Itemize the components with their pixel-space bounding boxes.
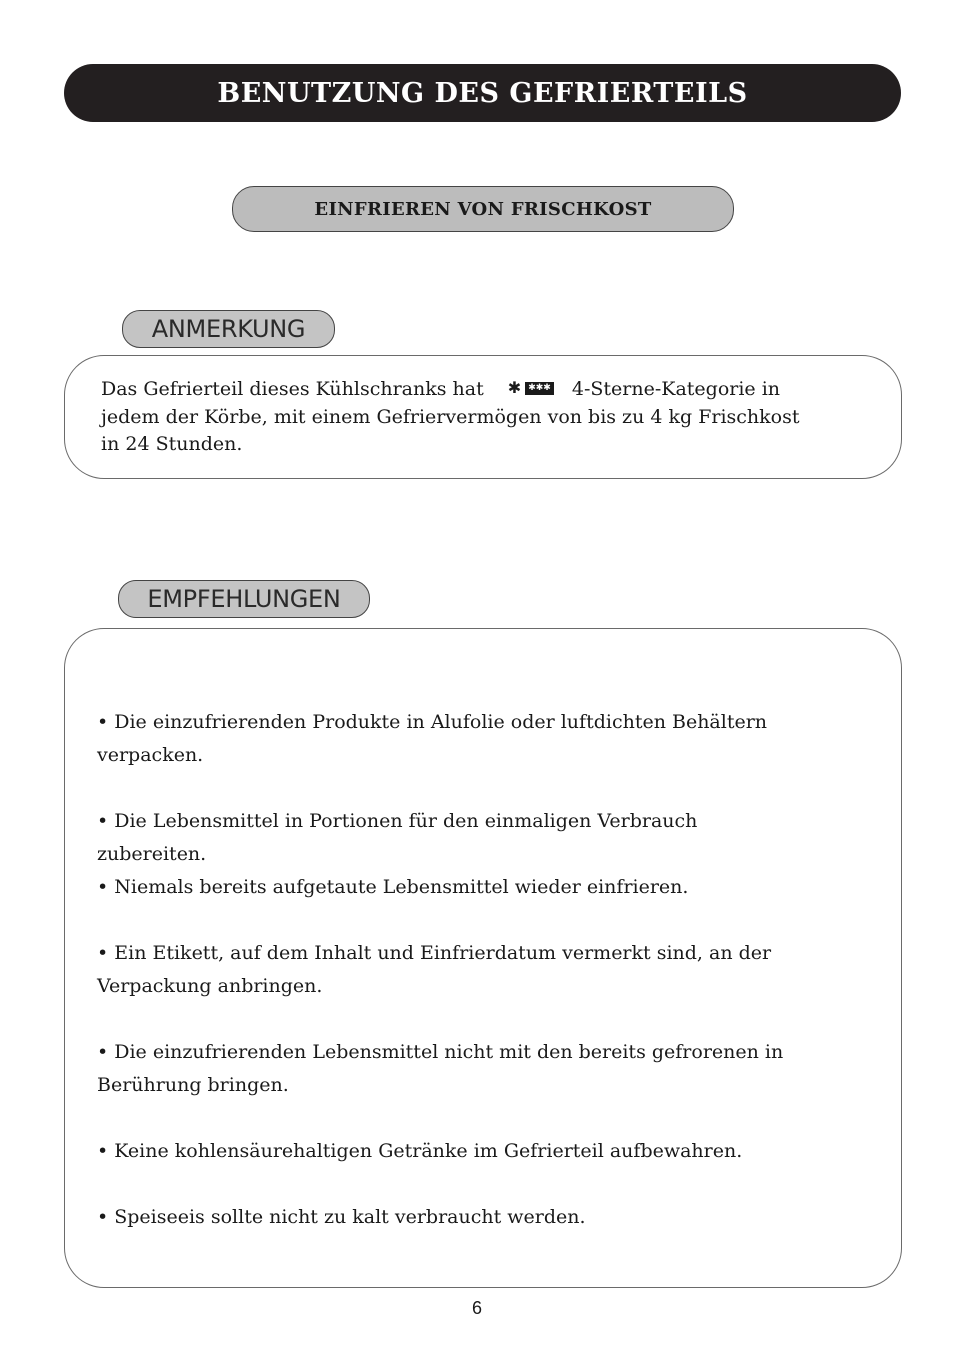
- recommendations-label: EMPFEHLUNGEN: [147, 585, 341, 613]
- list-item-continuation: Verpackung anbringen.: [97, 975, 323, 997]
- recommendations-label-pill: [118, 580, 370, 618]
- three-star-box-icon: ✱✱✱: [525, 382, 554, 395]
- note-line-1-end: 4-Sterne-Kategorie in: [571, 378, 781, 400]
- list-item: • Ein Etikett, auf dem Inhalt und Einfrierdatum vermerkt sind, an der: [97, 942, 772, 964]
- list-item: • Die einzufrierenden Lebensmittel nicht mit den bereits gefrorenen in: [97, 1041, 784, 1063]
- list-item-continuation: zubereiten.: [97, 843, 207, 865]
- note-text: [101, 376, 881, 459]
- note-label: ANMERKUNG: [151, 315, 306, 343]
- list-item-continuation: Berührung bringen.: [97, 1074, 289, 1096]
- section-subtitle-pill: [232, 186, 734, 232]
- section-subtitle: EINFRIEREN VON FRISCHKOST: [314, 198, 652, 220]
- freezer-star-icon: ✱: [507, 378, 522, 397]
- list-item: • Niemals bereits aufgetaute Lebensmittel wieder einfrieren.: [97, 876, 689, 898]
- list-spacer: [97, 1168, 887, 1201]
- list-item: • Speiseeis sollte nicht zu kalt verbraucht werden.: [97, 1206, 586, 1228]
- four-star-rating-icon: [508, 380, 554, 396]
- note-line-3: in 24 Stunden.: [101, 433, 243, 455]
- recommendations-list: [97, 706, 887, 1234]
- page-title: BENUTZUNG DES GEFRIERTEILS: [217, 77, 748, 109]
- note-line-2: jedem der Körbe, mit einem Gefriervermögen von bis zu 4 kg Frischkost: [101, 405, 800, 428]
- list-spacer: [97, 904, 887, 937]
- page-number: 6: [471, 1298, 482, 1318]
- note-label-pill: [122, 310, 335, 348]
- list-item: • Keine kohlensäurehaltigen Getränke im Gefrierteil aufbewahren.: [97, 1140, 743, 1162]
- list-spacer: [97, 1102, 887, 1135]
- list-item: • Die einzufrierenden Produkte in Alufolie oder luftdichten Behältern: [97, 711, 768, 733]
- note-line-1: [101, 376, 881, 404]
- note-line-1-start: Das Gefrierteil dieses Kühlschranks hat: [101, 378, 484, 400]
- page-title-bar: [64, 64, 901, 122]
- list-spacer: [97, 1003, 887, 1036]
- list-item-continuation: verpacken.: [97, 744, 204, 766]
- list-item: • Die Lebensmittel in Portionen für den einmaligen Verbrauch: [97, 810, 698, 832]
- list-spacer: [97, 772, 887, 805]
